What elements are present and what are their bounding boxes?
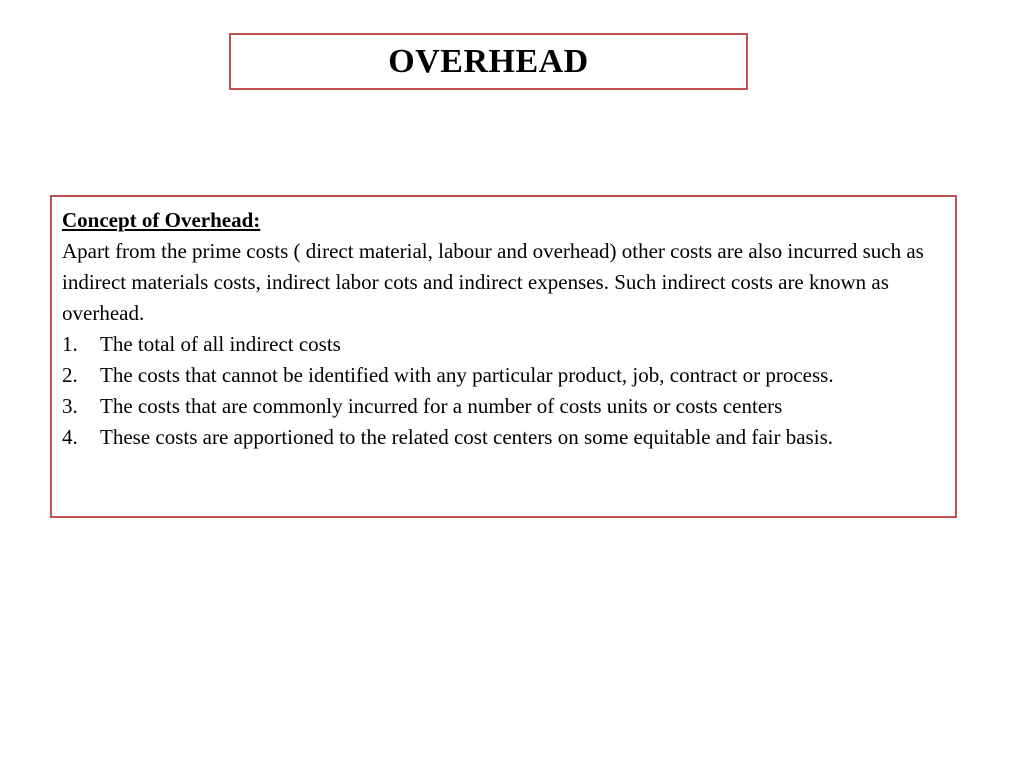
intro-paragraph: Apart from the prime costs ( direct material, labour and overhead) other costs are also incurred such as indirect materials costs, indirect labor cots and indirect expenses. Such indirect costs are known as overhead. xyxy=(62,239,924,325)
list-item-text: The costs that are commonly incurred for a number of costs units or costs centers xyxy=(100,394,783,418)
list-item xyxy=(62,422,945,453)
list-item xyxy=(62,329,945,360)
list-item-text: The total of all indirect costs xyxy=(100,332,341,356)
list-item-number: 2. xyxy=(62,363,78,387)
list-item xyxy=(62,391,945,422)
title-box xyxy=(229,33,748,90)
section-heading: Concept of Overhead: xyxy=(62,208,261,232)
slide-title: OVERHEAD xyxy=(388,42,589,80)
list-item xyxy=(62,360,945,391)
overhead-points-list xyxy=(62,329,945,453)
content-box xyxy=(50,195,957,518)
list-item-number: 4. xyxy=(62,425,78,449)
list-item-text: The costs that cannot be identified with any particular product, job, contract or process. xyxy=(100,363,834,387)
list-item-text: These costs are apportioned to the related cost centers on some equitable and fair basis. xyxy=(100,425,833,449)
list-item-number: 1. xyxy=(62,332,78,356)
list-item-number: 3. xyxy=(62,394,78,418)
